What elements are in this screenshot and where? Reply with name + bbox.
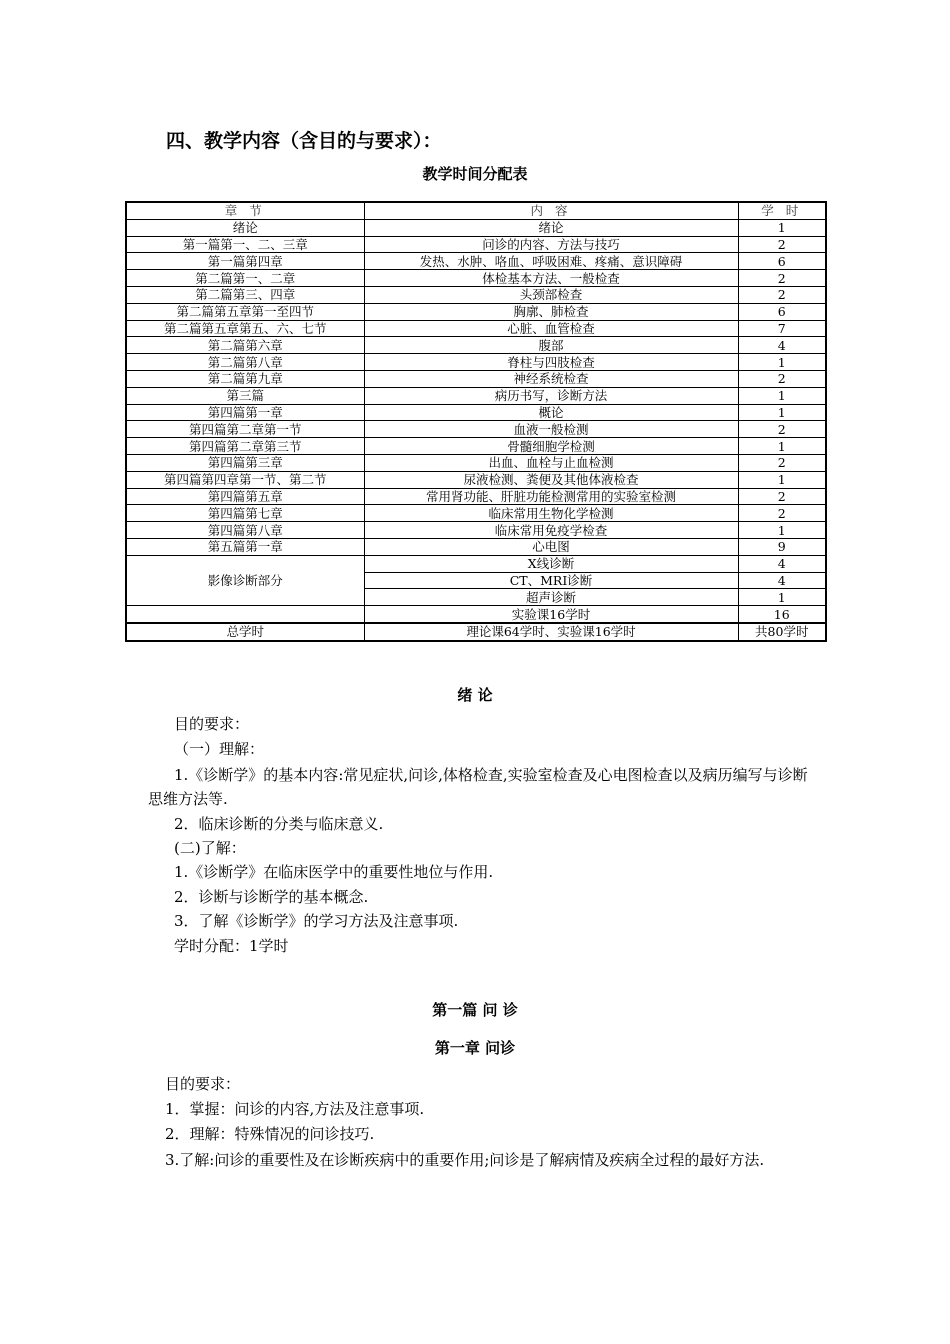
hours-cell: 6	[738, 303, 826, 320]
know-item-3: 3．了解《诊断学》的学习方法及注意事项.	[174, 912, 459, 930]
table-row	[126, 337, 826, 354]
table-row	[126, 286, 826, 303]
table-row	[126, 219, 826, 236]
table-row	[126, 438, 826, 455]
table-row	[126, 555, 826, 572]
content-cell: CT、MRI诊断	[364, 572, 738, 589]
hours-cell: 2	[738, 454, 826, 471]
lab-hours-cell: 16	[738, 606, 826, 623]
hours-cell: 2	[738, 270, 826, 287]
part1-item-2: 2．理解：特殊情况的问诊技巧.	[165, 1125, 375, 1143]
content-cell: 绪论	[364, 219, 738, 236]
header-content: 内 容	[364, 202, 738, 219]
table-row-total	[126, 623, 826, 641]
hours-cell: 4	[738, 555, 826, 572]
content-cell: 体检基本方法、一般检查	[364, 270, 738, 287]
hours-cell: 1	[738, 404, 826, 421]
hours-cell: 2	[738, 421, 826, 438]
hours-cell: 1	[738, 471, 826, 488]
header-chapter: 章 节	[126, 202, 364, 219]
table-row	[126, 236, 826, 253]
hours-cell: 4	[738, 572, 826, 589]
part1-title: 第一篇 问 诊	[432, 1001, 518, 1019]
part1-goal: 目的要求：	[165, 1075, 241, 1093]
content-cell: 病历书写，诊断方法	[364, 387, 738, 404]
content-cell: 问诊的内容、方法与技巧	[364, 236, 738, 253]
chapter-cell: 第四篇第八章	[126, 522, 364, 539]
part1-item-1: 1．掌握：问诊的内容,方法及注意事项.	[165, 1100, 425, 1118]
table-row	[126, 522, 826, 539]
table-row	[126, 488, 826, 505]
lab-chapter-cell	[126, 606, 364, 623]
lab-content-cell: 实验课16学时	[364, 606, 738, 623]
table-title: 教学时间分配表	[422, 165, 528, 183]
hours-cell: 6	[738, 253, 826, 270]
chapter-cell: 第四篇第二章第一节	[126, 421, 364, 438]
imaging-chapter-cell: 影像诊断部分	[126, 555, 364, 605]
chapter-cell: 第一篇第四章	[126, 253, 364, 270]
hours-cell: 2	[738, 488, 826, 505]
hours-cell: 2	[738, 286, 826, 303]
table-row	[126, 270, 826, 287]
content-cell: 心电图	[364, 538, 738, 555]
part1-item-3: 3.了解:问诊的重要性及在诊断疾病中的重要作用;问诊是了解病情及疾病全过程的最好方法.	[165, 1151, 765, 1169]
intro-title: 绪 论	[457, 686, 493, 704]
table-row	[126, 538, 826, 555]
chapter-cell: 第三篇	[126, 387, 364, 404]
understand-heading: （一）理解：	[174, 740, 265, 758]
hours-cell: 7	[738, 320, 826, 337]
intro-goal: 目的要求：	[174, 715, 250, 733]
content-cell: 心脏、血管检查	[364, 320, 738, 337]
hours-cell: 1	[738, 219, 826, 236]
content-cell: 发热、水肿、咯血、呼吸困难、疼痛、意识障碍	[364, 253, 738, 270]
total-content-cell: 理论课64学时、实验课16学时	[364, 623, 738, 641]
chapter-cell: 第四篇第五章	[126, 488, 364, 505]
table-row	[126, 354, 826, 371]
hours-cell: 9	[738, 538, 826, 555]
table-header-row	[126, 202, 826, 219]
content-cell: 超声诊断	[364, 589, 738, 606]
section-heading: 四、教学内容（含目的与要求）：	[166, 130, 442, 152]
table-row	[126, 505, 826, 522]
content-cell: 临床常用生物化学检测	[364, 505, 738, 522]
intro-hours: 学时分配：1学时	[174, 937, 289, 955]
content-cell: 常用肾功能、肝脏功能检测常用的实验室检测	[364, 488, 738, 505]
schedule-table	[125, 201, 827, 642]
chapter-cell: 第二篇第五章第一至四节	[126, 303, 364, 320]
content-cell: 骨髓细胞学检测	[364, 438, 738, 455]
hours-cell: 1	[738, 387, 826, 404]
know-item-2: 2．诊断与诊断学的基本概念.	[174, 888, 369, 906]
chapter-cell: 第二篇第一、二章	[126, 270, 364, 287]
chapter-cell: 第二篇第三、四章	[126, 286, 364, 303]
hours-cell: 1	[738, 522, 826, 539]
know-item-1: 1.《诊断学》在临床医学中的重要性地位与作用.	[174, 863, 494, 881]
hours-cell: 4	[738, 337, 826, 354]
table-row	[126, 404, 826, 421]
table-row	[126, 387, 826, 404]
chapter-cell: 绪论	[126, 219, 364, 236]
table-row	[126, 253, 826, 270]
hours-cell: 1	[738, 354, 826, 371]
chapter-cell: 第四篇第三章	[126, 454, 364, 471]
chapter-cell: 第五篇第一章	[126, 538, 364, 555]
header-hours: 学 时	[738, 202, 826, 219]
table-row	[126, 320, 826, 337]
understand-item-2: 2．临床诊断的分类与临床意义.	[174, 815, 384, 833]
chapter-cell: 第四篇第一章	[126, 404, 364, 421]
content-cell: 腹部	[364, 337, 738, 354]
table-body	[126, 219, 826, 640]
content-cell: 尿液检测、粪便及其他体液检查	[364, 471, 738, 488]
table-row	[126, 454, 826, 471]
content-cell: 临床常用免疫学检查	[364, 522, 738, 539]
chapter-cell: 第二篇第八章	[126, 354, 364, 371]
hours-cell: 2	[738, 505, 826, 522]
table-row	[126, 303, 826, 320]
chapter-cell: 第四篇第七章	[126, 505, 364, 522]
hours-cell: 1	[738, 589, 826, 606]
table-row-lab	[126, 606, 826, 623]
content-cell: X线诊断	[364, 555, 738, 572]
table-row	[126, 421, 826, 438]
know-heading: (二)了解：	[174, 839, 246, 857]
total-label-cell: 总学时	[126, 623, 364, 641]
table-row	[126, 471, 826, 488]
chapter-cell: 第二篇第九章	[126, 370, 364, 387]
content-cell: 神经系统检查	[364, 370, 738, 387]
hours-cell: 1	[738, 438, 826, 455]
content-cell: 血液一般检测	[364, 421, 738, 438]
content-cell: 脊柱与四肢检查	[364, 354, 738, 371]
hours-cell: 2	[738, 236, 826, 253]
content-cell: 头颈部检查	[364, 286, 738, 303]
hours-cell: 2	[738, 370, 826, 387]
content-cell: 出血、血栓与止血检测	[364, 454, 738, 471]
part1-chapter-title: 第一章 问诊	[434, 1039, 516, 1057]
chapter-cell: 第四篇第二章第三节	[126, 438, 364, 455]
chapter-cell: 第二篇第六章	[126, 337, 364, 354]
table-row	[126, 370, 826, 387]
chapter-cell: 第四篇第四章第一节、第二节	[126, 471, 364, 488]
content-cell: 胸廓、肺检查	[364, 303, 738, 320]
chapter-cell: 第一篇第一、二、三章	[126, 236, 364, 253]
total-hours-cell: 共80学时	[738, 623, 826, 641]
content-cell: 概论	[364, 404, 738, 421]
understand-item-1: 1.《诊断学》的基本内容:常见症状,问诊,体格检查,实验室检查及心电图检查以及病历编写与诊断思维方法等.	[148, 766, 808, 808]
chapter-cell: 第二篇第五章第五、六、七节	[126, 320, 364, 337]
